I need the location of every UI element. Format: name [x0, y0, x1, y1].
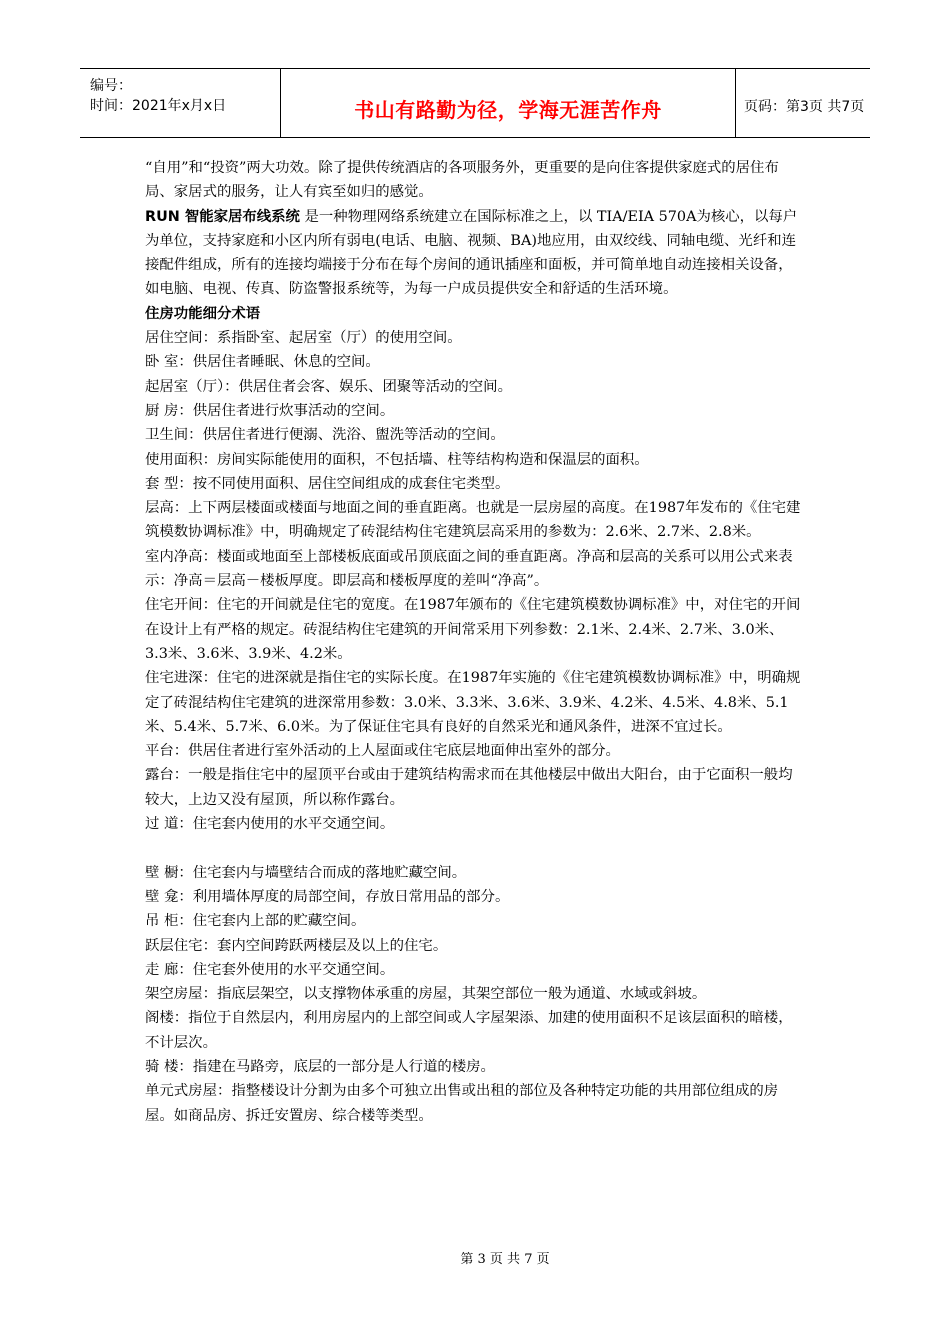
- date-line: 时间：2021年x月x日: [90, 98, 227, 114]
- page-footer: [0, 1248, 950, 1267]
- term-item: 阁楼：指位于自然层内，利用房屋内的上部空间或人字屋架添、加建的使用面积不足该层面积的暗楼，不计层次。: [145, 1010, 793, 1051]
- term-item: 室内净高：楼面或地面至上部楼板底面或吊顶底面之间的垂直距离。净高和层高的关系可以用公式来表示：净高＝层高－楼板厚度。即层高和楼板厚度的差叫“净高”。: [145, 548, 793, 590]
- run-paragraph: [145, 205, 805, 302]
- term-item: 跃层住宅：套内空间跨跃两楼层及以上的住宅。: [145, 937, 448, 954]
- footer-page-number: 第 3 页 共 7 页: [460, 1252, 550, 1267]
- serial-label: 编号：: [90, 78, 132, 94]
- term-item: 走 廊：住宅套外使用的水平交通空间。: [145, 961, 395, 978]
- term-item: 壁 龛：利用墙体厚度的局部空间，存放日常用品的部分。: [145, 888, 510, 905]
- term-item: 壁 橱：住宅套内与墙壁结合而成的落地贮藏空间。: [145, 864, 467, 881]
- term-item: 住宅进深：住宅的进深就是指住宅的实际长度。在1987年实施的《住宅建筑模数协调标准》中，明确规定了砖混结构住宅建筑的进深常用参数：3.0米、3.3米、3.6米、3.9米、4.2米、4.5米、4.8米、5.1米、5.4米、5.7米、6.0米。为了保证住宅具有良好的自然采光和通风条件，进深不宜过长。: [145, 670, 801, 735]
- term-item: 住宅开间：住宅的开间就是住宅的宽度。在1987年颁布的《住宅建筑模数协调标准》中，对住宅的开间在设计上有严格的规定。砖混结构住宅建筑的开间常采用下列参数：2.1米、2.4米、2.7米、3.0米、3.3米、3.6米、3.9米、4.2米。: [145, 597, 801, 662]
- term-item: 吊 柜：住宅套内上部的贮藏空间。: [145, 913, 366, 930]
- header-page-cell: [736, 69, 870, 137]
- term-item: 套 型：按不同使用面积、居住空间组成的成套住宅类型。: [145, 475, 510, 492]
- run-title: RUN 智能家居布线系统: [145, 208, 300, 225]
- term-item: 骑 楼：指建在马路旁，底层的一部分是人行道的楼房。: [145, 1058, 495, 1075]
- term-item: 过 道：住宅套内使用的水平交通空间。: [145, 816, 395, 833]
- term-item: 起居室（厅）：供居住者会客、娱乐、团聚等活动的空间。: [145, 378, 512, 395]
- blank-line: [145, 836, 805, 860]
- term-item: 层高：上下两层楼面或楼面与地面之间的垂直距离。也就是一层房屋的高度。在1987年发布的《住宅建筑模数协调标准》中，明确规定了砖混结构住宅建筑层高采用的参数为：2.6米、2.7米、2.8米。: [145, 500, 801, 541]
- section-title: 住房功能细分术语: [145, 305, 261, 322]
- run-body: 是一种物理网络系统建立在国际标准之上，以 TIA/EIA 570A为核心，以每户为单位，支持家庭和小区内所有弱电(电话、电脑、视频、BA)地应用，由双绞线、同轴电缆、光纤和连接配件组成，所有的连接均端接于分布在每个房间的通讯插座和面板，并可简单地自动连接相关设备，如电脑、电视、传真、防盗警报系统等，为每一户成员提供安全和舒适的生活环境。: [145, 208, 798, 298]
- page-info: 页码：第3页 共7页: [744, 99, 865, 115]
- term-item: 平台：供居住者进行室外活动的上人屋面或住宅底层地面伸出室外的部分。: [145, 743, 620, 760]
- intro-paragraph: “自用”和“投资”两大功效。除了提供传统酒店的各项服务外，更重要的是向住客提供家庭式的居住布局、家居式的服务，让人有宾至如归的感觉。: [145, 160, 779, 201]
- motto: 书山有路勤为径，学海无涯苦作舟: [354, 98, 662, 122]
- header-motto-cell: [281, 69, 736, 137]
- term-item: 居住空间：系指卧室、起居室（厅）的使用空间。: [145, 330, 462, 347]
- term-item: 卧 室：供居住者睡眠、休息的空间。: [145, 354, 380, 371]
- term-item: 单元式房屋：指整楼设计分割为由多个可独立出售或出租的部位及各种特定功能的共用部位组成的房屋。如商品房、拆迁安置房、综合楼等类型。: [145, 1083, 779, 1124]
- term-item: 架空房屋：指底层架空，以支撑物体承重的房屋，其架空部位一般为通道、水域或斜坡。: [145, 986, 707, 1003]
- term-item: 厨 房：供居住者进行炊事活动的空间。: [145, 402, 395, 419]
- header-meta-cell: [80, 69, 281, 137]
- header-table: [80, 68, 870, 138]
- term-item: 使用面积：房间实际能使用的面积，不包括墙、柱等结构构造和保温层的面积。: [145, 451, 649, 468]
- document-body: [145, 156, 805, 1128]
- term-item: 露台：一般是指住宅中的屋顶平台或由于建筑结构需求而在其他楼层中做出大阳台，由于它面积一般均较大，上边又没有屋顶，所以称作露台。: [145, 767, 793, 808]
- term-item: 卫生间：供居住者进行便溺、洗浴、盥洗等活动的空间。: [145, 427, 505, 444]
